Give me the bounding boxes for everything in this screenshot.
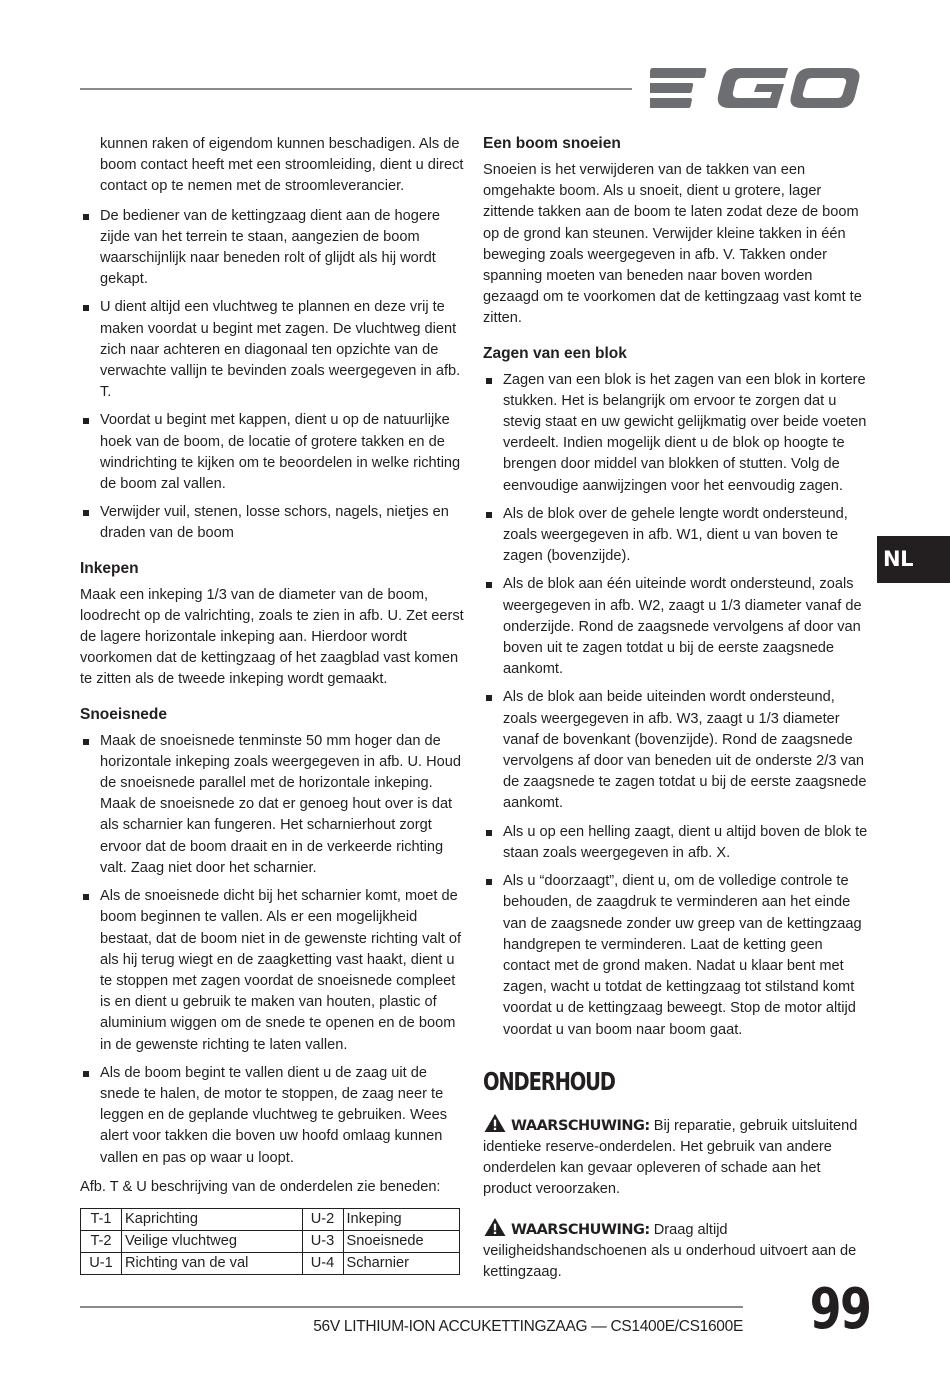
bullet-icon [83,510,89,516]
bullet-icon [83,305,89,311]
list-item: Verwijder vuil, stenen, losse schors, nagels, nietjes en draden van de boom [80,502,465,544]
warning-block [483,1113,868,1201]
parts-table [80,1208,460,1275]
list-item: Als de blok over de gehele lengte wordt ondersteund, zoals weergegeven in afb. W1, dient u van boven te zagen (bovenzijde). [483,504,868,568]
list-item: Als u op een helling zaagt, dient u altijd boven de blok te staan zoals weergegeven in afb. X. [483,822,868,864]
list-item: De bediener van de kettingzaag dient aan de hogere zijde van het terrein te staan, aangezien de boom waarschijnlijk naar beneden rolt of glijdt als hij wordt gekapt. [80,206,465,291]
bullet-icon [83,1071,89,1077]
list-item: Maak de snoeisnede tenminste 50 mm hoger dan de horizontale inkeping zoals weergegeven in afb. U. Houd de snoeisnede parallel met de horizontale inkeping. Maak de snoeisnede zo dat er genoeg hout over is dat als scharnier kan fungeren. Het scharnierhout zorgt ervoor dat de boom draait en in de verkeerde richting valt. Zaag niet door het scharnier. [80,731,465,879]
warning-label: WAARSCHUWING: [511,1221,650,1238]
warning-triangle-icon [483,1217,507,1237]
bullet-icon [486,512,492,518]
part-code: U-3 [302,1230,343,1252]
bullet-icon [83,418,89,424]
list-item: Als de boom begint te vallen dient u de zaag uit de snede te halen, de motor te stoppen, de zaag neer te leggen en de geplande vluchtweg te gebruiken. Wees alert voor takken die boven uw hoofd omlaag kunnen vallen en pas op waar u loopt. [80,1063,465,1169]
warning-block [483,1217,868,1284]
left-column [80,134,465,1275]
inkepen-paragraph: Maak een inkeping 1/3 van de diameter van de boom, loodrecht op de valrichting, zoals te zien in afb. U. Zet eerst de lagere horizontale inkeping aan. Hierdoor wordt voorkomen dat de kettingzaag of het zaagblad vast komen te zitten als de tweede inkeping wordt gemaakt. [80,586,464,688]
list-item: Als de snoeisnede dicht bij het scharnier komt, moet de boom beginnen te vallen. Als er een mogelijkheid bestaat, dat de boom niet in de gewenste richting valt of als hij terug wiegt en de zaagketting vast haakt, dient u te stoppen met zagen voordat de snoeisnede compleet is en dient u gebruik te maken van houten, plastic of aluminium wiggen om de snede te openen en de boom in de gewenste richting te laten vallen. [80,886,465,1056]
felling-bullet-list [80,206,465,545]
part-code: U-1 [81,1252,122,1274]
list-item: Als de blok aan één uiteinde wordt ondersteund, zoals weergegeven in afb. W2, zaagt u 1/3 diameter vanaf de onderzijde. Rond de zaagsnede vervolgens af door van boven uit te zagen totdat u bij de eerste zaagsnede aankomt. [483,574,868,680]
snoeisnede-bullet-list [80,731,465,1169]
part-name: Richting van de val [122,1252,303,1274]
part-code: U-4 [302,1252,343,1274]
part-name: Snoeisnede [343,1230,460,1252]
page-number: 99 [809,1277,871,1342]
warning-text: Bij reparatie, gebruik uitsluitend identieke reserve-onderdelen. Het gebruik van andere onderdelen kan gevaar opleveren of schade aan het product veroorzaken. [483,1117,858,1198]
header-rule [80,88,632,90]
snoeien-paragraph: Snoeien is het verwijderen van de takken van een omgehakte boom. Als u snoeit, dient u grotere, lager zittende takken aan de boom te laten zodat deze de boom op de grond kan steunen. Verwijder kleine takken in één beweging zoals weergegeven in afb. V. Takken onder spanning moeten van beneden naar boven worden gezaagd om te voorkomen dat de kettingzaag vast komt te zitten. [483,162,862,327]
footer-text: 56V LITHIUM-ION ACCUKETTINGZAAG — CS1400E/CS1600E [313,1318,743,1335]
part-code: T-2 [81,1230,122,1252]
snoeien-heading: Een boom snoeien [483,135,621,152]
part-name: Inkeping [343,1208,460,1230]
list-item: Als de blok aan beide uiteinden wordt ondersteund, zoals weergegeven in afb. W3, zaagt u 1/3 diameter vanaf de bovenkant (bovenzijde). Rond de zaagsnede vervolgens af door van beneden uit de onderste 2/3 van de zaagsnede te zagen totdat u bij de eerste zaagsnede aankomt. [483,687,868,814]
list-item: Als u “doorzaagt”, dient u, om de volledige controle te behouden, de zaagdruk te verminderen aan het einde van de zaagsnede zonder uw greep van de kettingzaag handgrepen te verminderen. Laat de ketting geen contact met de grond maken. Nadat u klaar bent met zagen, wacht u totdat de kettingzaag tot stilstand komt voordat u de kettingzaag beweegt. Stop de motor altijd voordat u van boom naar boom gaat. [483,871,868,1041]
intro-continuation: kunnen raken of eigendom kunnen beschadigen. Als de boom contact heeft met een stroomleiding, dient u direct contact op te nemen met de stroomleverancier. [100,136,464,195]
part-name: Veilige vluchtweg [122,1230,303,1252]
list-item: Voordat u begint met kappen, dient u op de natuurlijke hoek van de boom, de locatie of grotere takken en de windrichting te kijken om te beoordelen in welke richting de boom zal vallen. [80,410,465,495]
right-column [483,134,868,1299]
part-code: U-2 [302,1208,343,1230]
table-row [81,1252,460,1274]
language-tab: NL [877,536,950,583]
bullet-icon [486,582,492,588]
bullet-icon [486,378,492,384]
bullet-icon [83,214,89,220]
table-row [81,1208,460,1230]
part-code: T-1 [81,1208,122,1230]
list-item: U dient altijd een vluchtweg te plannen en deze vrij te maken voordat u begint met zagen. De vluchtweg dient zich naar achteren en diagonaal ten opzichte van de verwachte vallijn te bevinden zoals weergegeven in afb. T. [80,297,465,403]
blok-heading: Zagen van een blok [483,344,627,362]
bullet-icon [486,879,492,885]
inkepen-heading: Inkepen [80,559,139,577]
section-title: ONDERHOUD [483,1066,615,1096]
part-name: Scharnier [343,1252,460,1274]
bullet-icon [486,695,492,701]
bullet-icon [486,830,492,836]
table-caption: Afb. T & U beschrijving van de onderdelen zie beneden: [80,1178,441,1195]
warning-triangle-icon [483,1113,507,1133]
warning-text: Draag altijd veiligheidshandschoenen als u onderhoud uitvoert aan de kettingzaag. [483,1221,857,1280]
blok-bullet-list [483,370,868,1041]
warning-label: WAARSCHUWING: [511,1117,650,1134]
bullet-icon [83,739,89,745]
table-row [81,1230,460,1252]
bullet-icon [83,894,89,900]
ego-logo [650,62,862,114]
part-name: Kaprichting [122,1208,303,1230]
snoeisnede-heading: Snoeisnede [80,705,167,723]
list-item: Zagen van een blok is het zagen van een blok in kortere stukken. Het is belangrijk om ervoor te zorgen dat u stevig staat en uw gewicht gelijkmatig over beide voeten verdeelt. Indien mogelijk dient u de blok op hoogte te brengen door middel van blokken of stutten. Volg de eenvoudige aanwijzingen voor het eenvoudig zagen. [483,370,868,497]
footer-rule [80,1306,743,1308]
